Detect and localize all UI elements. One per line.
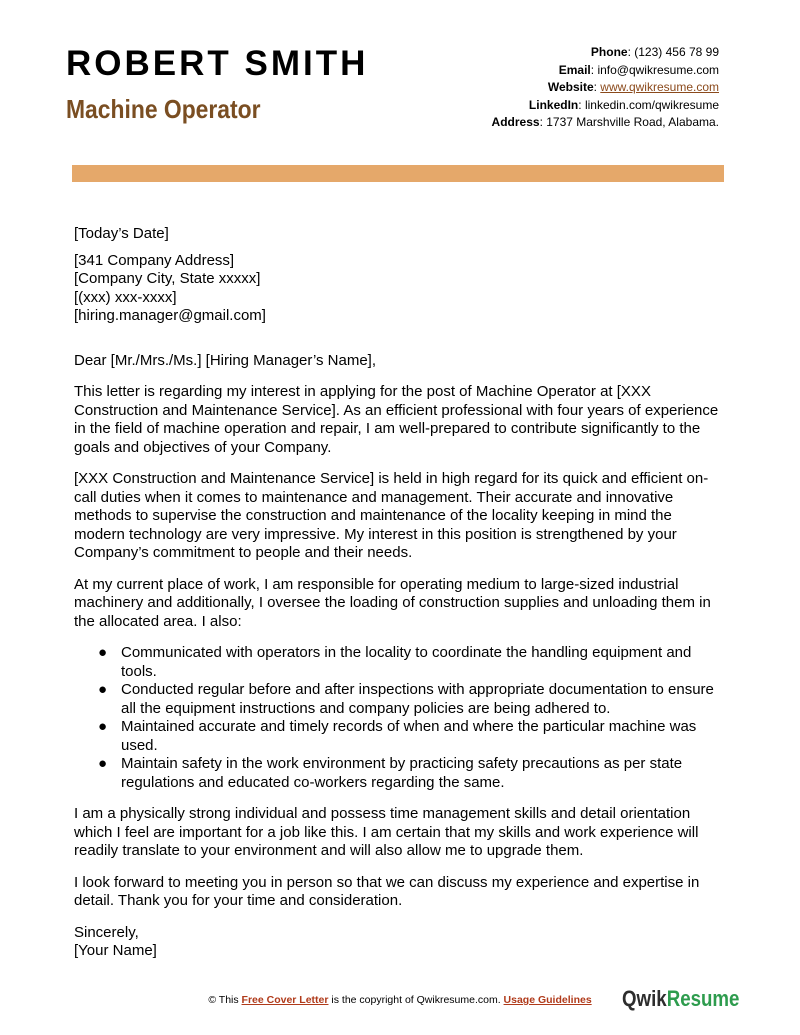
recipient-phone: [(xxx) xxx-xxxx]: [74, 288, 177, 306]
paragraph-closing: I look forward to meeting you in person so that we can discuss my experience and expertise in detail. Thank you for your time and consideration.: [74, 873, 700, 909]
contact-address: Address: 1737 Marshville Road, Alabama.: [491, 115, 719, 129]
recipient-city: [Company City, State xxxxx]: [74, 270, 261, 287]
list-item: ● Maintain safety in the work environment by practicing safety precautions as per state regulations and educated co-workers regarding the same.: [98, 755, 683, 791]
accent-bar: [72, 165, 724, 182]
list-item: ● Communicated with operators in the locality to coordinate the handling equipment and tools.: [98, 644, 692, 680]
letter-body: [74, 225, 724, 961]
paragraph-company: [XXX Construction and Maintenance Service] is held in high regard for its quick and efficient on-call duties when it comes to maintenance and management. Their accurate and innovative methods to supervise the construction and maintenance of the locality keeping in mind the modern technology are very impressive. My interest in this position is strengthened by your Company’s commitment to people and their needs.: [74, 470, 709, 561]
paragraph-intro: This letter is regarding my interest in applying for the post of Machine Operator at [XXX Construction and Maintenance Service]. As an efficient professional with four years of experience in the field of machine operation and repair, I am well-prepared to contribute significantly to the goals and objectives of your Company.: [74, 383, 719, 456]
contact-website: Website: www.qwikresume.com: [547, 80, 719, 94]
usage-guidelines-link[interactable]: Usage Guidelines: [503, 994, 592, 1006]
recipient-address: [341 Company Address]: [74, 251, 235, 269]
list-item: ● Conducted regular before and after inspections with appropriate documentation to ensure all the equipment instructions and company policies are being adhered to.: [98, 681, 714, 717]
bullet-icon: ●: [98, 681, 108, 698]
duties-list: [74, 644, 724, 792]
contact-phone: Phone: (123) 456 78 99: [590, 45, 719, 59]
bullet-icon: ●: [98, 718, 108, 735]
letter-date: [Today’s Date]: [74, 225, 169, 242]
list-item: ● Maintained accurate and timely records of when and where the particular machine was used.: [98, 718, 697, 754]
recipient-email: [hiring.manager@gmail.com]: [74, 307, 266, 324]
contact-block: [492, 44, 719, 132]
contact-linkedin: LinkedIn: linkedin.com/qwikresume: [528, 97, 719, 112]
footer-copyright: © This Free Cover Letter is the copyright of Qwikresume.com. Usage Guidelines: [208, 994, 592, 1006]
qwikresume-logo[interactable]: QwikResume: [622, 986, 740, 1011]
paragraph-skills: I am a physically strong individual and possess time management skills and detail orientation which I feel are important for a job like this. I am certain that my skills and work experience will readily translate to your environment and will also allow me to upgrade them.: [74, 805, 699, 859]
free-cover-letter-link[interactable]: Free Cover Letter: [241, 994, 329, 1006]
contact-email: Email: info@qwikresume.com: [558, 62, 719, 77]
job-title: Machine Operator: [66, 94, 261, 124]
paragraph-experience: At my current place of work, I am responsible for operating medium to large-sized industrial machinery and additionally, I oversee the loading of construction supplies and unloading them in the allocated area. I also:: [74, 575, 711, 630]
salutation: Dear [Mr./Mrs./Ms.] [Hiring Manager’s Name],: [74, 351, 377, 369]
bullet-icon: ●: [98, 644, 108, 661]
bullet-icon: ●: [98, 755, 108, 772]
website-link[interactable]: www.qwikresume.com: [600, 80, 719, 94]
signature: [Your Name]: [74, 942, 157, 959]
closing: Sincerely,: [74, 923, 139, 941]
name-heading: ROBERT SMITH: [66, 44, 369, 83]
